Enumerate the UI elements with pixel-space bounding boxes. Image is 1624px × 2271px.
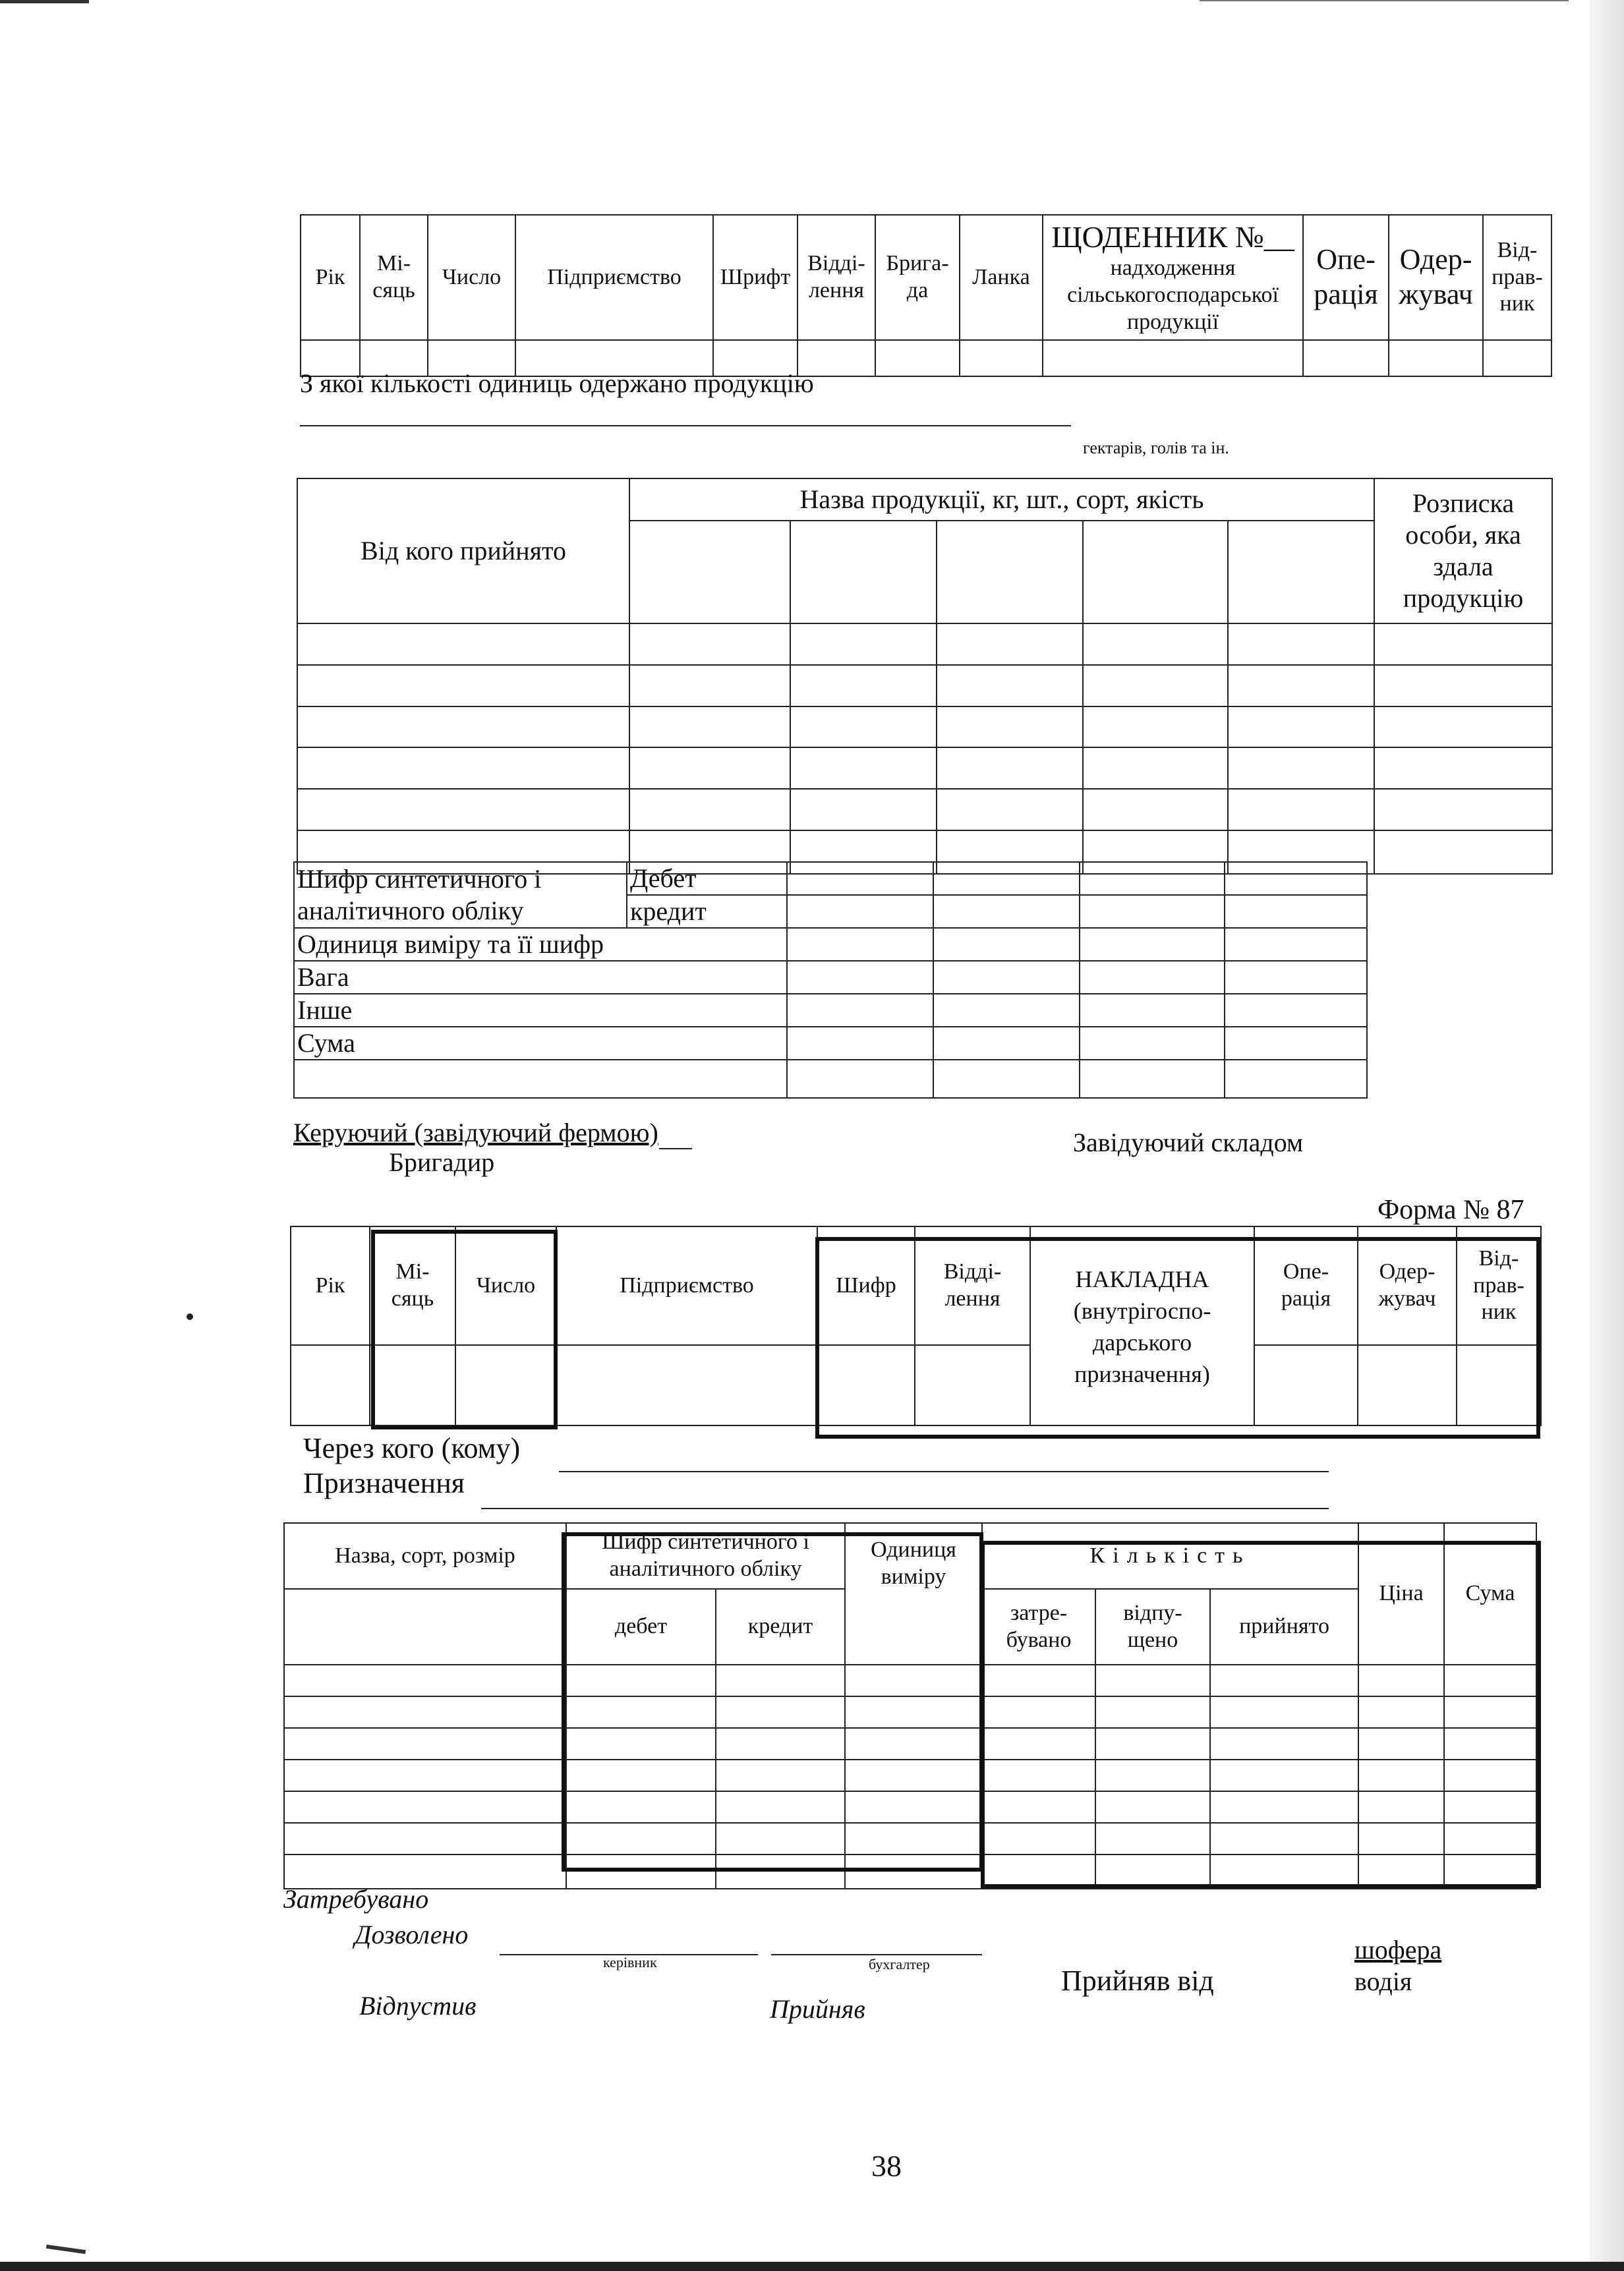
- items-quantity-header: Кількість: [982, 1523, 1358, 1589]
- enterprise-header: Підприємство: [515, 215, 713, 340]
- items-requested-header: затре- бувано: [982, 1589, 1095, 1665]
- items-row[interactable]: [284, 1728, 566, 1760]
- product-col-3[interactable]: [937, 521, 1083, 623]
- scan-edge-mark: [0, 0, 89, 3]
- scan-edge-mark: [46, 2245, 86, 2254]
- receipt-row[interactable]: [297, 623, 629, 665]
- diary-title-text: ЩОДЕННИК №__: [1051, 220, 1294, 254]
- accountant-caption: бухгалтер: [869, 1956, 930, 1972]
- receipt-row[interactable]: [297, 706, 629, 748]
- form-number: Форма № 87: [1378, 1195, 1524, 1225]
- diary-header-table: [300, 214, 1552, 377]
- page-number: 38: [871, 2149, 902, 2183]
- invoice-header-table: [290, 1226, 1542, 1426]
- receiver-header: Одер- жувач: [1389, 215, 1483, 340]
- units-question: З якої кількості одиниць одержано продукцію: [300, 368, 814, 398]
- accepted-label: Прийняв: [770, 1994, 865, 2024]
- accountant-signature-line[interactable]: [771, 1954, 982, 1955]
- invoice-enterprise-cell[interactable]: [556, 1345, 817, 1425]
- head-caption: керівник: [603, 1954, 657, 1970]
- link-cell[interactable]: [960, 340, 1043, 376]
- invoice-year-header: Рік: [291, 1226, 370, 1345]
- other-label: Інше: [294, 994, 787, 1027]
- operation-header: Опе- рація: [1303, 215, 1389, 340]
- brigade-cell[interactable]: [875, 340, 960, 376]
- credit-label: кредит: [627, 895, 787, 928]
- from-whom-header: Від кого прийнято: [297, 478, 629, 623]
- items-name-cell[interactable]: [284, 1589, 566, 1665]
- items-sum-header: Сума: [1444, 1523, 1536, 1665]
- debit-label: Дебет: [627, 862, 787, 895]
- invoice-department-cell[interactable]: [915, 1345, 1030, 1425]
- items-debit-header: дебет: [566, 1589, 716, 1665]
- invoice-month-cell[interactable]: [370, 1345, 455, 1425]
- invoice-day-header: Число: [455, 1226, 556, 1345]
- allowed-label: Дозволено: [355, 1920, 469, 1949]
- unit-label: Одиниця виміру та її шифр: [294, 928, 787, 961]
- weight-label: Вага: [294, 961, 787, 994]
- driver-label-1: шофера: [1354, 1935, 1442, 1965]
- brigadier-label: Бригадир: [389, 1147, 495, 1177]
- items-name-header: Назва, сорт, розмір: [284, 1523, 566, 1589]
- purpose-line[interactable]: [481, 1508, 1329, 1509]
- accepted-from-label: Прийняв від: [1061, 1965, 1214, 1997]
- product-col-4[interactable]: [1083, 521, 1228, 623]
- invoice-day-cell[interactable]: [455, 1345, 556, 1425]
- sum-label: Сума: [294, 1027, 787, 1060]
- code-header: Шрифт: [713, 215, 798, 340]
- diary-title: [1043, 215, 1303, 340]
- invoice-receiver-header: Одер- жувач: [1358, 1226, 1457, 1345]
- year-header: Рік: [301, 215, 360, 340]
- invoice-receiver-cell[interactable]: [1358, 1345, 1457, 1425]
- units-fill-line[interactable]: [300, 425, 1071, 426]
- items-accepted-header: прийнято: [1210, 1589, 1358, 1665]
- invoice-operation-cell[interactable]: [1254, 1345, 1358, 1425]
- through-whom-label: Через кого (кому): [303, 1432, 521, 1464]
- items-row[interactable]: [284, 1823, 566, 1854]
- day-header: Число: [428, 215, 515, 340]
- diary-subtitle: надходження сільськогосподарської продукції: [1067, 256, 1279, 334]
- items-released-header: відпу- щено: [1095, 1589, 1210, 1665]
- through-whom-line[interactable]: [559, 1471, 1329, 1472]
- scan-shadow: [1590, 0, 1624, 2271]
- invoice-enterprise-header: Підприємство: [556, 1226, 817, 1345]
- receipt-table: [297, 478, 1553, 875]
- sender-cell[interactable]: [1483, 340, 1552, 376]
- product-col-5[interactable]: [1228, 521, 1374, 623]
- product-col-1[interactable]: [629, 521, 790, 623]
- driver-label-2: водія: [1354, 1967, 1412, 1996]
- signature-header: Розписка особи, яка здала продукцію: [1374, 478, 1552, 623]
- requested-label: Затребувано: [283, 1884, 429, 1914]
- items-code-header: Шифр синтетичного і аналітичного обліку: [566, 1523, 845, 1589]
- units-note: гектарів, голів та ін.: [1083, 438, 1229, 457]
- receipt-row[interactable]: [297, 665, 629, 706]
- sender-header: Від- прав- ник: [1483, 215, 1552, 340]
- items-price-header: Ціна: [1358, 1523, 1444, 1665]
- receipt-row[interactable]: [297, 789, 629, 830]
- items-row[interactable]: [284, 1760, 566, 1791]
- diary-number-cell[interactable]: [1043, 340, 1303, 376]
- operation-cell[interactable]: [1303, 340, 1389, 376]
- items-row[interactable]: [284, 1696, 566, 1728]
- month-header: Мі- сяць: [360, 215, 428, 340]
- extra-row[interactable]: [294, 1060, 787, 1098]
- released-label: Відпустив: [359, 1991, 477, 2021]
- purpose-label: Призначення: [303, 1467, 465, 1499]
- scan-edge-mark: [1200, 0, 1569, 1]
- items-row[interactable]: [284, 1791, 566, 1823]
- invoice-code-header: Шифр: [817, 1226, 915, 1345]
- invoice-title: НАКЛАДНА (внутрігоспо- дарського призначення): [1030, 1226, 1254, 1425]
- invoice-operation-header: Опе- рація: [1254, 1226, 1358, 1345]
- product-col-2[interactable]: [790, 521, 937, 623]
- scan-dot: [187, 1313, 193, 1320]
- code-label: Шифр синтетичного і аналітичного обліку: [294, 862, 627, 928]
- manager-line: [659, 1148, 692, 1149]
- warehouse-label: Завідуючий складом: [1073, 1128, 1304, 1157]
- receipt-row[interactable]: [297, 747, 629, 789]
- product-name-header: Назва продукції, кг, шт., сорт, якість: [629, 478, 1374, 521]
- receiver-cell[interactable]: [1389, 340, 1483, 376]
- invoice-sender-header: Від- прав- ник: [1457, 1226, 1541, 1345]
- scan-edge-mark: [0, 2262, 1624, 2271]
- items-unit-header: Одиниця виміру: [845, 1523, 982, 1665]
- items-table: [283, 1522, 1537, 1889]
- invoice-code-cell[interactable]: [817, 1345, 915, 1425]
- items-credit-header: кредит: [716, 1589, 845, 1665]
- invoice-year-cell[interactable]: [291, 1345, 370, 1425]
- invoice-department-header: Відді- лення: [915, 1226, 1030, 1345]
- invoice-month-header: Мі- сяць: [370, 1226, 455, 1345]
- department-header: Відді- лення: [798, 215, 875, 340]
- link-header: Ланка: [960, 215, 1043, 340]
- invoice-sender-cell[interactable]: [1457, 1345, 1541, 1425]
- manager-label: Керуючий (завідуючий фермою): [293, 1118, 658, 1147]
- brigade-header: Брига- да: [875, 215, 960, 340]
- accounting-table: [293, 861, 1368, 1099]
- items-row[interactable]: [284, 1665, 566, 1696]
